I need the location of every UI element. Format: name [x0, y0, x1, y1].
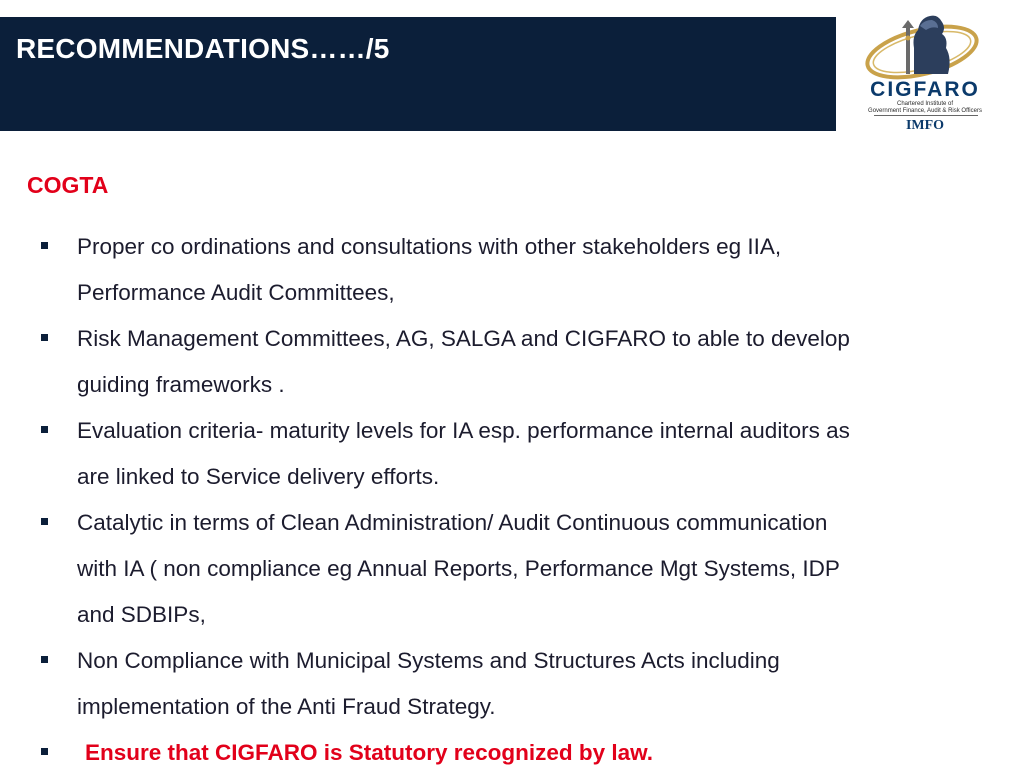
bullet-list [0, 224, 1000, 768]
list-item-line: are linked to Service delivery efforts. [77, 464, 440, 489]
logo-divider [874, 115, 978, 116]
list-item-line: Proper co ordinations and consultations with other stakeholders eg IIA, [77, 234, 782, 259]
list-item [0, 224, 1000, 316]
lion-emblem-icon [862, 8, 988, 80]
list-item-line: Performance Audit Committees, [77, 280, 395, 305]
logo-subtitle-line2: Government Finance, Audit & Risk Officers [868, 108, 982, 114]
logo-subtitle-line1: Chartered Institute of [896, 101, 954, 107]
square-bullet-icon [41, 518, 48, 525]
list-item-line: Ensure that CIGFARO is Statutory recognized by law. [85, 740, 654, 765]
title-bar [0, 17, 836, 131]
list-item-line: implementation of the Anti Fraud Strategy. [77, 694, 496, 719]
logo-subtitle [862, 101, 988, 115]
list-item-line: Non Compliance with Municipal Systems and Structures Acts including [77, 648, 780, 673]
list-item [0, 638, 1000, 730]
cigfaro-logo [862, 8, 988, 136]
list-item [0, 408, 1000, 500]
list-item-line: Risk Management Committees, AG, SALGA and CIGFARO to able to develop [77, 326, 850, 351]
square-bullet-icon [41, 242, 48, 249]
list-item-line: guiding frameworks . [77, 372, 285, 397]
list-item [0, 316, 1000, 408]
section-heading: COGTA [27, 172, 109, 198]
square-bullet-icon [41, 426, 48, 433]
list-item-line: Catalytic in terms of Clean Administration/ Audit Continuous communication [77, 510, 828, 535]
slide-title: RECOMMENDATIONS……/5 [16, 33, 390, 64]
square-bullet-icon [41, 748, 48, 755]
list-item-line: with IA ( non compliance eg Annual Reports, Performance Mgt Systems, IDP [77, 556, 840, 581]
list-item-line: and SDBIPs, [77, 602, 206, 627]
square-bullet-icon [41, 334, 48, 341]
list-item-line: Evaluation criteria- maturity levels for IA esp. performance internal auditors as [77, 418, 850, 443]
list-item-highlight [0, 730, 1000, 768]
list-item [0, 500, 1000, 638]
logo-name: CIGFARO [870, 78, 980, 101]
logo-imfo: IMFO [905, 118, 945, 133]
square-bullet-icon [41, 656, 48, 663]
